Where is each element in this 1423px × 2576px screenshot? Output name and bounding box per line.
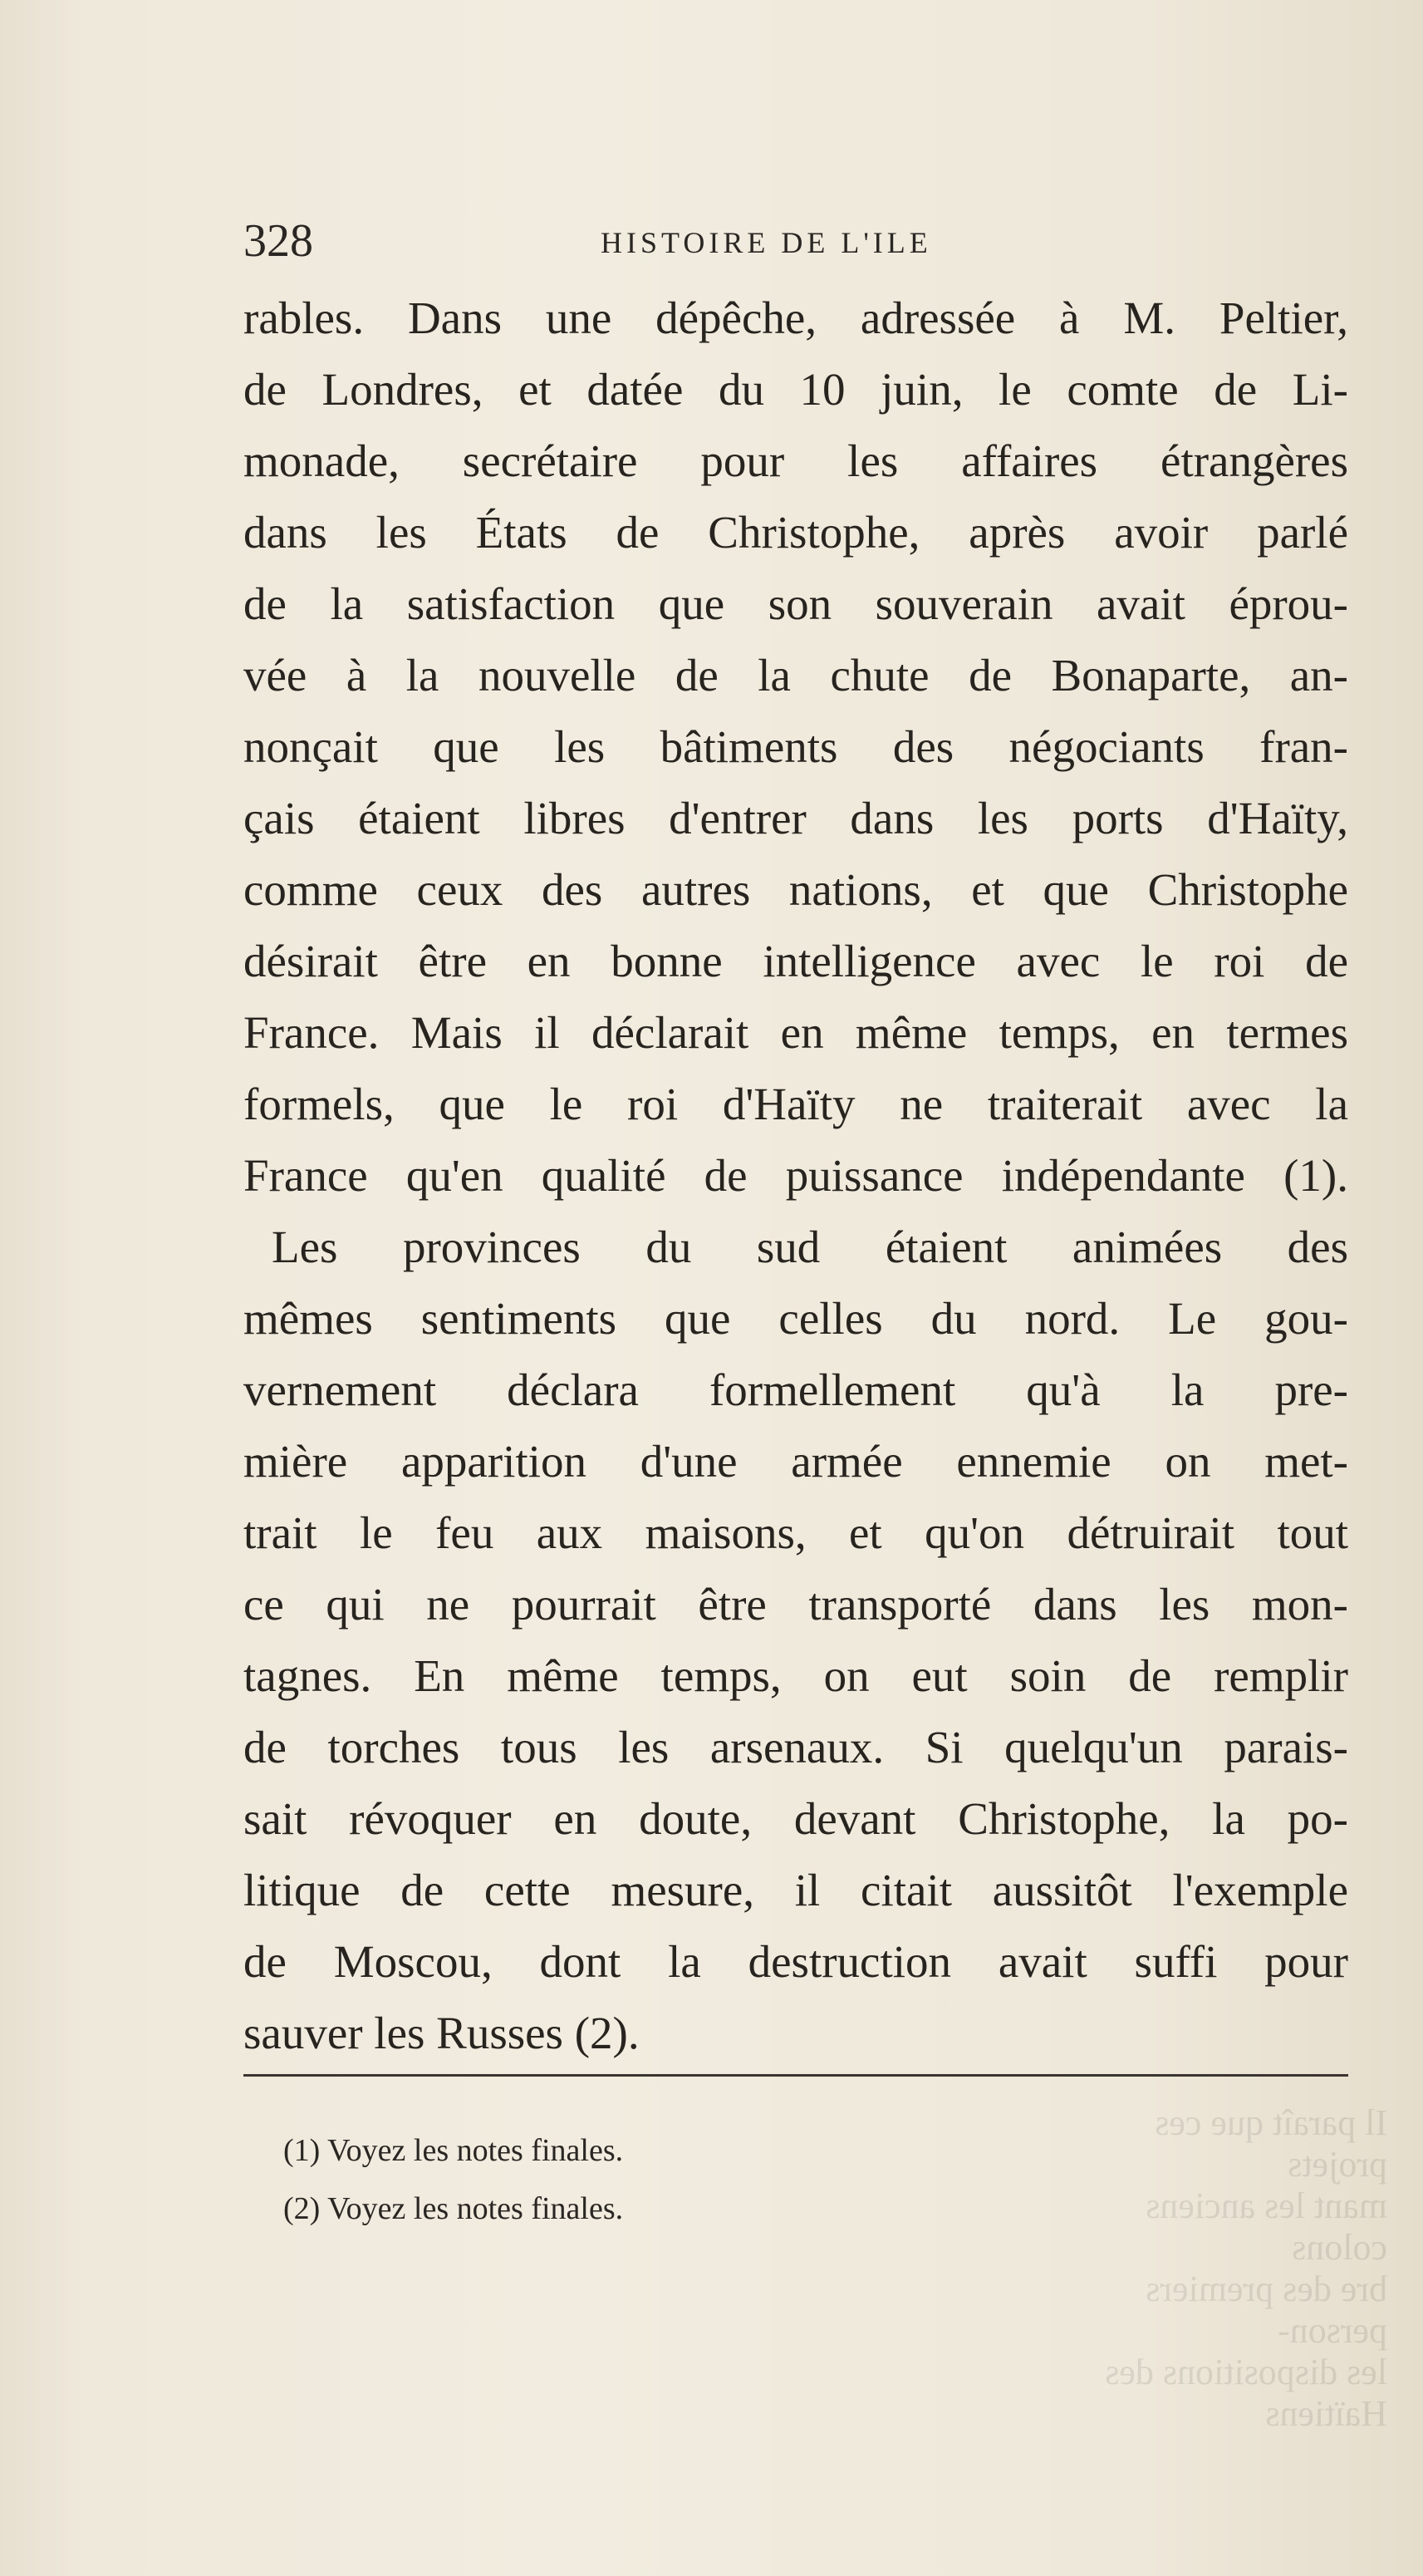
bleed-line: les dispositions des Haïtiens [1105,2352,1387,2434]
footnote: (2) Voyez les notes finales. [283,2191,624,2226]
text-line: Les provinces du sud étaient animées des [272,1222,1348,1272]
page-number: 328 [243,215,313,267]
bleed-through-text [1105,2102,1387,2434]
text-line: vée à la nouvelle de la chute de Bonaparte, an- [243,650,1348,701]
text-line: de Londres, et datée du 10 juin, le comte de Li- [243,364,1348,415]
text-line: monade, secrétaire pour les affaires étrangères [243,435,1348,486]
text-line: comme ceux des autres nations, et que Christophe [243,864,1348,915]
text-line: tagnes. En même temps, on eut soin de remplir [243,1650,1348,1701]
text-line: çais étaient libres d'entrer dans les ports d'Haïty, [243,793,1348,843]
text-line: mière apparition d'une armée ennemie on met- [243,1436,1348,1487]
text-line: ce qui ne pourrait être transporté dans les mon- [243,1579,1348,1630]
text-line: de Moscou, dont la destruction avait suffi pour [243,1936,1348,1987]
footnote-divider [243,2074,1348,2077]
running-head: HISTOIRE DE L'ILE [601,226,932,259]
text-line: formels, que le roi d'Haïty ne traiterait avec la [243,1079,1348,1129]
text-line: mêmes sentiments que celles du nord. Le gou- [243,1293,1348,1344]
text-line: France. Mais il déclarait en même temps, en termes [243,1007,1348,1058]
text-line: nonçait que les bâtiments des négociants fran- [243,721,1348,772]
text-line: sait révoquer en doute, devant Christophe, la po- [243,1793,1348,1844]
text-line: vernement déclara formellement qu'à la pre- [243,1364,1348,1415]
body-text [243,283,1348,2069]
bleed-line: Il paraît que ces projets [1155,2102,1387,2185]
footnote: (1) Voyez les notes finales. [283,2133,624,2168]
text-line: sauver les Russes (2). [243,2008,640,2058]
text-line: France qu'en qualité de puissance indépendante (1). [243,1150,1348,1201]
text-line: de la satisfaction que son souverain avait éprou- [243,578,1348,629]
bleed-line: mant les anciens colons [1146,2185,1387,2268]
text-line: trait le feu aux maisons, et qu'on détruirait tout [243,1507,1348,1558]
bleed-line: bre des premiers person- [1146,2269,1387,2351]
footnotes [283,2121,1114,2238]
text-line: désirait être en bonne intelligence avec le roi de [243,936,1348,986]
text-line: de torches tous les arsenaux. Si quelqu'un parais- [243,1722,1348,1772]
text-line: dans les États de Christophe, après avoir parlé [243,507,1348,558]
text-line: litique de cette mesure, il citait aussitôt l'exemple [243,1865,1348,1915]
page-header [243,212,1348,270]
text-line: rables. Dans une dépêche, adressée à M. Peltier, [243,293,1348,343]
